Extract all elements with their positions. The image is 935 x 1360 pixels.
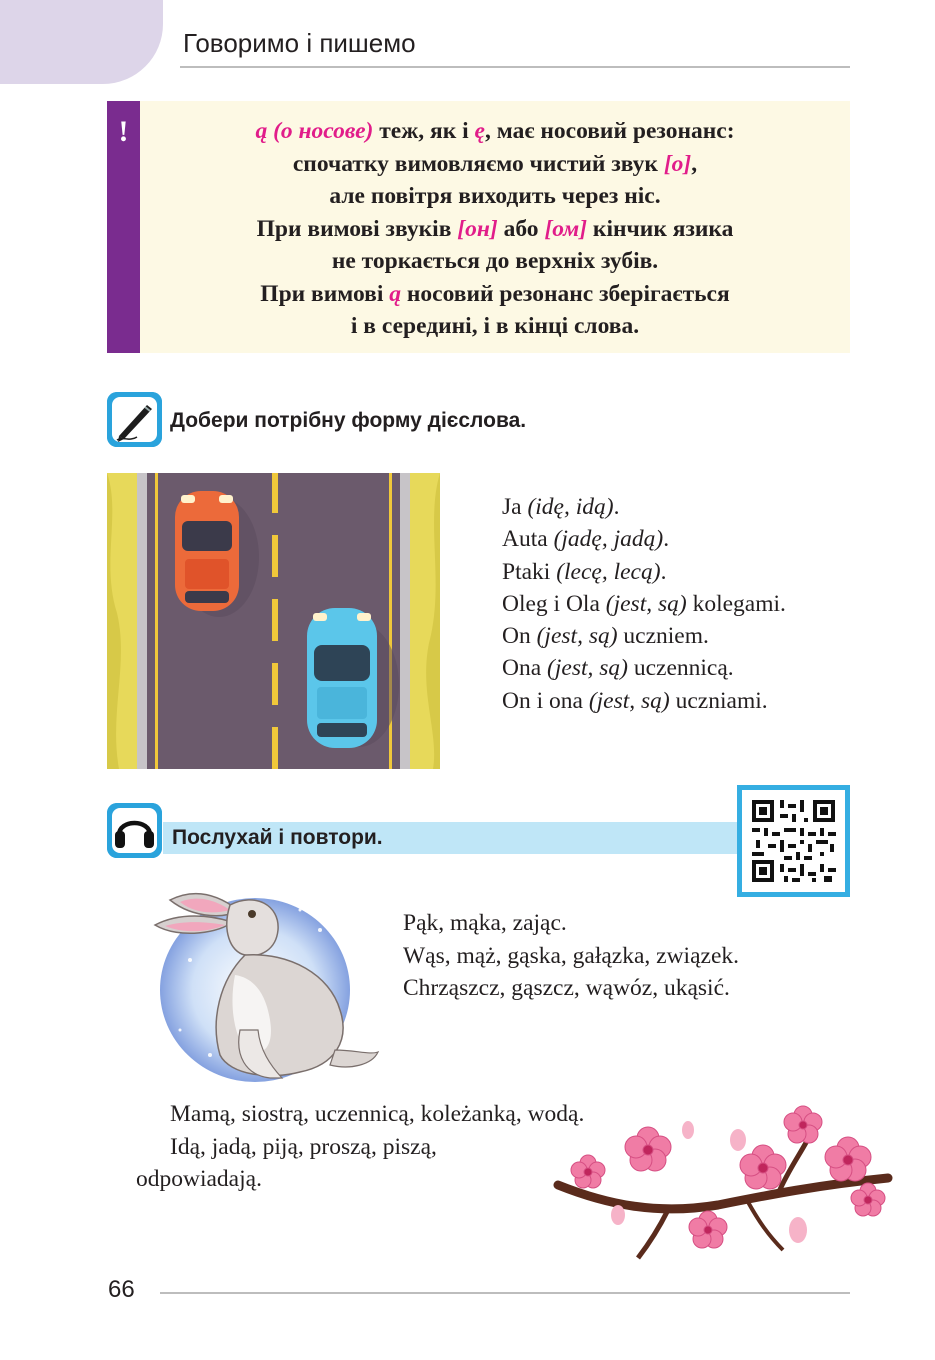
text-segment: Ja xyxy=(502,494,528,520)
highlighted-text: (jadę, jadą) xyxy=(553,526,664,553)
note-line xyxy=(140,115,850,148)
note-line xyxy=(140,180,850,213)
header-rule xyxy=(180,66,850,68)
text-segment: On i ona xyxy=(502,687,589,714)
sentence-line xyxy=(502,588,786,620)
text-segment: і в середині, і в кінці слова. xyxy=(350,313,640,339)
qr-code[interactable] xyxy=(737,785,850,897)
highlighted-text: (idę, idą) xyxy=(527,494,614,520)
text-segment: , xyxy=(691,150,698,177)
highlighted-text: ą (о носове) xyxy=(255,118,374,144)
section-title: Говоримо і пишемо xyxy=(183,28,416,58)
text-segment: uczniami. xyxy=(669,687,768,714)
highlighted-text: (jest, są) xyxy=(536,623,618,650)
page-number: 66 xyxy=(108,1276,135,1303)
note-line xyxy=(140,310,850,343)
word-line: Chrząszcz, gąszcz, wąwóz, ukąsić. xyxy=(403,975,730,1001)
text-segment: не торкається до верхніх зубів. xyxy=(331,248,659,274)
text-segment: спочатку вимовляємо чистий звук xyxy=(292,150,664,177)
sentence-line xyxy=(502,652,786,684)
text-segment: uczennicą. xyxy=(627,655,734,682)
text-segment: кінчик язика xyxy=(587,215,734,242)
cherry-blossom-branch xyxy=(548,1090,893,1265)
text-segment: . xyxy=(660,558,667,585)
paragraph-line: Mamą, siostrą, uczennicą, koleżanką, wodą. xyxy=(170,1101,585,1127)
task-instruction-verb-form: Добери потрібну форму дієслова. xyxy=(170,409,527,432)
text-segment: але повітря виходить через ніс. xyxy=(329,183,661,209)
sentence-line xyxy=(502,685,786,717)
text-segment: При вимові звуків xyxy=(256,215,458,242)
pen-icon xyxy=(107,392,162,447)
nasal-words-list xyxy=(403,907,739,1005)
note-line xyxy=(140,278,850,311)
text-segment: Ona xyxy=(502,655,548,682)
note-text xyxy=(140,115,850,343)
text-segment: , має носовий резонанс: xyxy=(484,118,735,144)
text-segment: kolegami. xyxy=(686,590,786,617)
corner-tab xyxy=(0,0,163,84)
paragraph-line: odpowiadają. xyxy=(136,1166,262,1192)
highlighted-text: [ом] xyxy=(544,215,588,242)
note-line xyxy=(140,213,850,246)
hare-illustration xyxy=(150,880,385,1090)
note-line xyxy=(140,245,850,278)
sentence-line xyxy=(502,523,786,555)
word-line: Wąs, mąż, gąska, gałązka, związek. xyxy=(403,942,739,969)
highlighted-text: ą xyxy=(389,280,401,307)
text-segment: носовий резонанс зберігається xyxy=(401,280,730,307)
highlighted-text: ę xyxy=(474,118,485,144)
sentence-line xyxy=(502,620,786,652)
text-segment: Oleg i Ola xyxy=(502,590,606,617)
highlighted-text: (jest, są) xyxy=(547,655,628,682)
text-segment: . xyxy=(613,494,620,520)
paragraph-line: Idą, jadą, piją, proszą, piszą, xyxy=(170,1133,437,1160)
verb-sentences-list xyxy=(502,491,786,717)
text-segment: . xyxy=(663,526,670,553)
text-segment: Ptaki xyxy=(502,558,557,585)
text-segment: uczniem. xyxy=(617,623,709,650)
note-line xyxy=(140,148,850,181)
task-instruction-listen: Послухай і повтори. xyxy=(172,826,383,849)
highlighted-text: (lecę, lecą) xyxy=(556,558,661,585)
road-cars-illustration xyxy=(107,473,440,769)
highlighted-text: (jest, są) xyxy=(588,687,670,714)
text-segment: Auta xyxy=(502,526,554,553)
highlighted-text: [он] xyxy=(457,215,498,242)
highlighted-text: (jest, są) xyxy=(605,590,687,617)
footer-rule xyxy=(160,1292,850,1294)
headphones-icon xyxy=(107,803,162,858)
word-line: Pąk, mąka, zając. xyxy=(403,910,567,936)
text-segment: При вимові xyxy=(260,280,390,307)
text-segment: теж, як і xyxy=(373,118,475,144)
sentence-line xyxy=(502,491,786,523)
sentence-line xyxy=(502,556,786,588)
text-segment: On xyxy=(502,623,537,650)
text-segment: або xyxy=(497,215,545,242)
rule-note-box xyxy=(107,101,850,353)
exclamation-icon: ! xyxy=(118,115,129,148)
highlighted-text: [о] xyxy=(663,150,692,177)
